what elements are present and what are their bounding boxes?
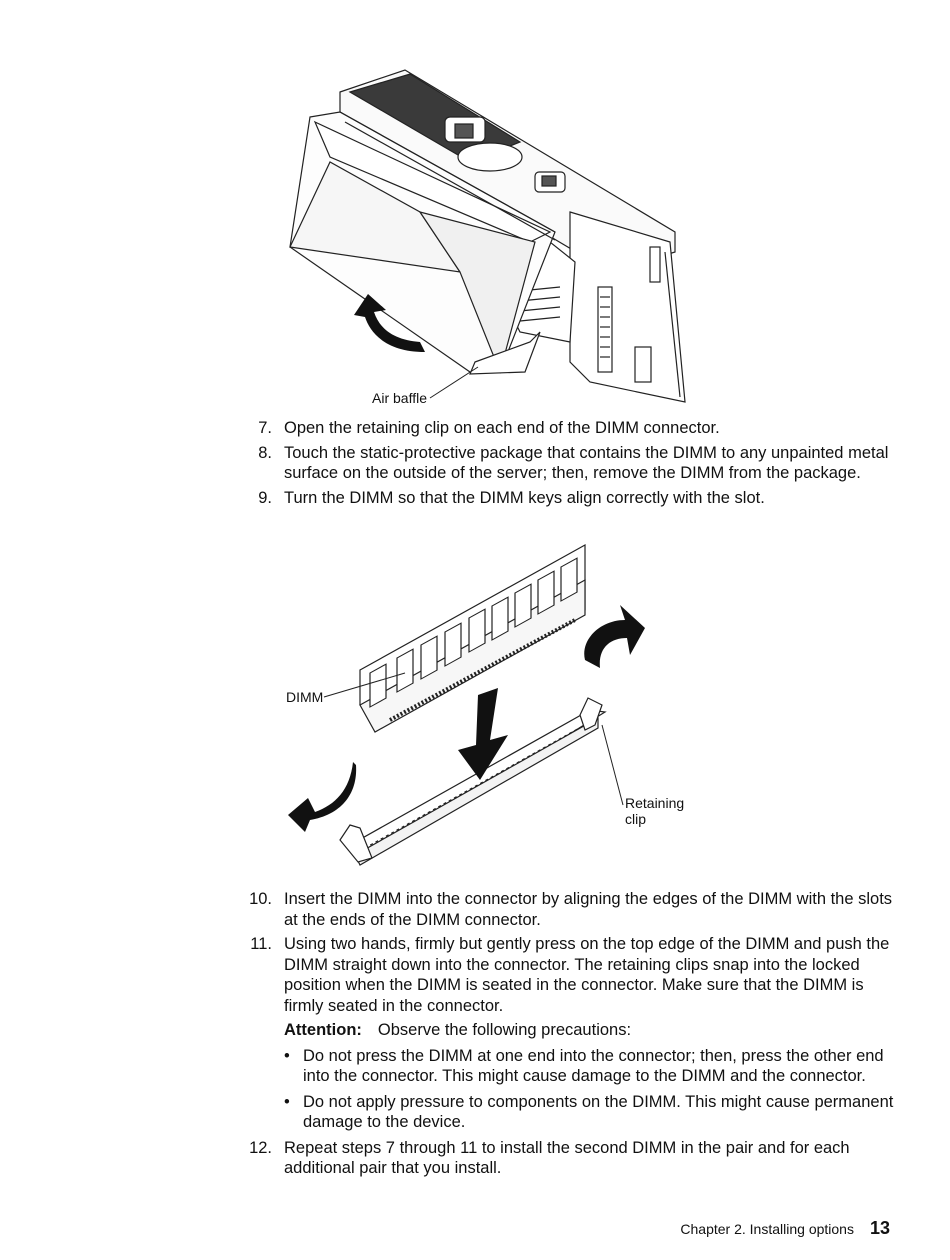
step-7: 7. Open the retaining clip on each end of the DIMM connector. [258,419,720,437]
precaution-text: Do not press the DIMM at one end into the connector; then, press the other end into the connector. This might cause damage to the DIMM and the connector. [303,1046,884,1085]
step-9: 9. Turn the DIMM so that the DIMM keys align correctly with the slot. [258,488,765,507]
step-11-text: Using two hands, firmly but gently press on the top edge of the DIMM and push the DIMM straight down into the connector. The retaining clips snap into the locked position when the DIMM is seated in the connector. Make sure that the DIMM is firmly seated in the connector. [284,935,890,1015]
dimm-callout: DIMM [286,689,324,705]
step-7-text: Open the retaining clip on each end of the DIMM connector. [284,419,720,437]
page-number: 13 [869,1218,890,1238]
steps-group-1 [244,418,894,512]
dimm-figure [280,540,660,870]
step-11: 11. Using two hands, firmly but gently press on the top edge of the DIMM and push the DIMM straight down into the connector. The retaining clips snap into the locked position when the DIMM is seated in the connector. Make sure that the DIMM is firmly seated in the connector. [250,935,890,1015]
step-9-text: Turn the DIMM so that the DIMM keys align correctly with the slot. [284,488,765,507]
step-10-text: Insert the DIMM into the connector by aligning the edges of the DIMM with the slots at the ends of the DIMM connector. [284,890,893,929]
attention-label: Attention: [284,1021,362,1039]
retaining-clip-callout [625,795,684,827]
step-12: 12. Repeat steps 7 through 11 to install the second DIMM in the pair and for each additional pair that you install. [249,1138,850,1177]
air-baffle-callout: Air baffle [372,390,427,406]
precaution-item: • Do not press the DIMM at one end into the connector; then, press the other end into the connector. This might cause damage to the DIMM and the connector. [284,1046,884,1085]
step-8-text: Touch the static-protective package that contains the DIMM to any unpainted metal surface on the outside of the server; then, remove the DIMM from the package. [284,443,889,482]
step-12-text: Repeat steps 7 through 11 to install the second DIMM in the pair and for each additional pair that you install. [284,1138,850,1177]
page-footer [680,1218,890,1239]
retaining-clip-callout-line-2: clip [625,811,647,827]
precaution-item: • Do not apply pressure to components on the DIMM. This might cause permanent damage to the device. [284,1092,894,1131]
attention-text: Observe the following precautions: [377,1021,632,1039]
chapter-title: Chapter 2. Installing options [680,1221,854,1237]
retaining-clip-callout-line-1: Retaining [625,795,685,811]
precaution-text: Do not apply pressure to components on the DIMM. This might cause permanent damage to the device. [303,1092,894,1131]
step-10: 10. Insert the DIMM into the connector by aligning the edges of the DIMM with the slots at the ends of the DIMM connector. [249,890,893,929]
step-8: 8. Touch the static-protective package that contains the DIMM to any unpainted metal surface on the outside of the server; then, remove the DIMM from the package. [258,443,889,482]
air-baffle-figure [270,62,710,407]
attention-notice [244,1020,894,1041]
steps-group-2 [244,889,894,1183]
